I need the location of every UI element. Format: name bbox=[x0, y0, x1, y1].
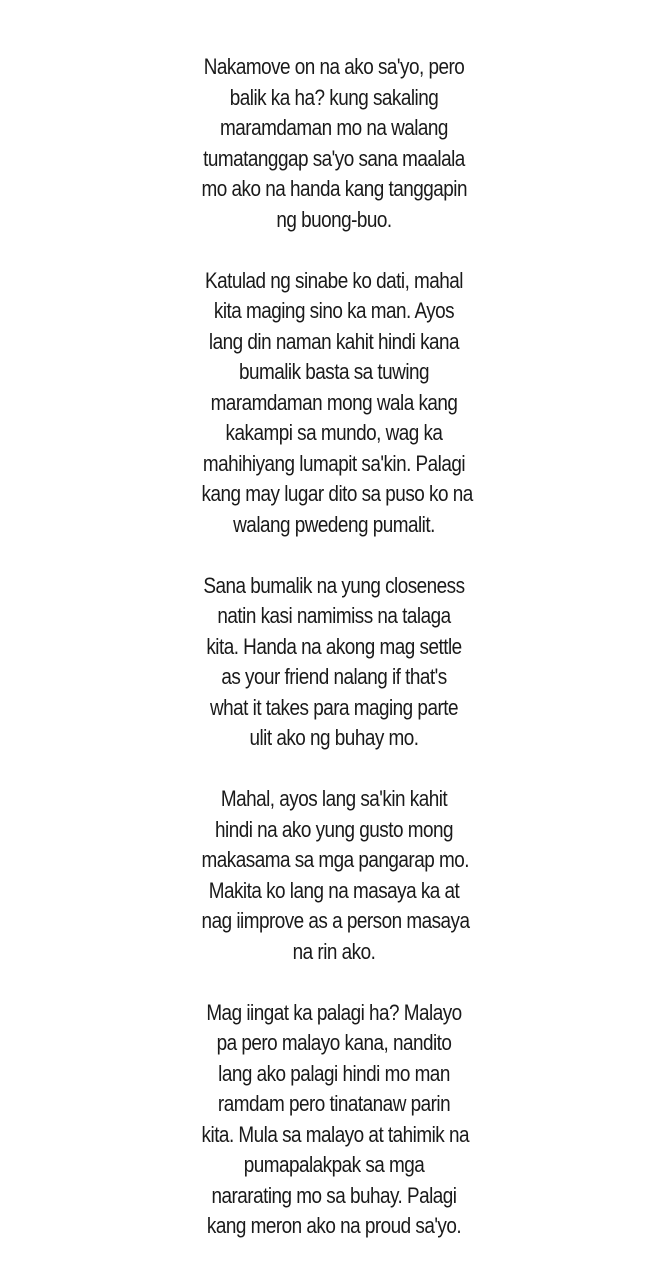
text-line: maramdaman mong wala kang bbox=[210, 389, 458, 415]
text-line: ulit ako ng buhay mo. bbox=[249, 725, 419, 750]
text-line: balik ka ha? kung sakaling bbox=[229, 84, 439, 110]
text-line: maramdaman mo na walang bbox=[220, 115, 448, 140]
text-line: pumapalakpak sa mga bbox=[243, 1152, 425, 1177]
text-line: nag iimprove as a person masaya bbox=[201, 908, 470, 933]
text-line: makasama sa mga pangarap mo. bbox=[201, 847, 469, 872]
text-line: Mag iingat ka palagi ha? Malayo bbox=[206, 999, 462, 1025]
text-line: kang may lugar dito sa puso ko na bbox=[201, 481, 473, 506]
text-line: pa pero malayo kana, nandito bbox=[216, 1030, 452, 1055]
paragraph-3 bbox=[202, 571, 467, 754]
text-line: nararating mo sa buhay. Palagi bbox=[211, 1182, 457, 1208]
text-line: na rin ako. bbox=[292, 938, 376, 964]
text-line: tumatanggap sa'yo sana maalala bbox=[203, 145, 465, 171]
note-text-block bbox=[201, 52, 473, 1242]
text-line: Katulad ng sinabe ko dati, mahal bbox=[204, 267, 463, 293]
text-line: what it takes para maging parte bbox=[209, 694, 458, 720]
paragraph-2 bbox=[201, 266, 473, 541]
paragraph-1 bbox=[202, 52, 467, 235]
text-line: Nakamove on na ako sa'yo, pero bbox=[203, 54, 465, 79]
paragraph-5 bbox=[202, 998, 467, 1242]
text-line: kita maging sino ka man. Ayos bbox=[213, 298, 455, 323]
text-line: mo ako na handa kang tanggapin bbox=[201, 176, 467, 201]
text-line: ramdam pero tinatanaw parin bbox=[217, 1091, 451, 1116]
text-line: mahihiyang lumapit sa'kin. Palagi bbox=[202, 450, 466, 476]
text-line: kang meron ako na proud sa'yo. bbox=[206, 1213, 462, 1238]
text-line: hindi na ako yung gusto mong bbox=[214, 816, 454, 842]
text-line: lang din naman kahit hindi kana bbox=[208, 328, 460, 354]
text-line: Sana bumalik na yung closeness bbox=[203, 572, 465, 598]
text-line: walang pwedeng pumalit. bbox=[233, 511, 435, 537]
text-line: Mahal, ayos lang sa'kin kahit bbox=[220, 786, 448, 811]
paragraph-4 bbox=[201, 784, 470, 967]
text-line: natin kasi namimiss na talaga bbox=[217, 603, 451, 628]
text-line: Makita ko lang na masaya ka at bbox=[208, 877, 460, 903]
text-line: kita. Handa na akong mag settle bbox=[206, 633, 462, 659]
text-line: bumalik basta sa tuwing bbox=[238, 359, 430, 384]
text-line: kita. Mula sa malayo at tahimik na bbox=[201, 1121, 469, 1147]
text-line: ng buong-buo. bbox=[276, 206, 392, 232]
text-line: kakampi sa mundo, wag ka bbox=[225, 420, 443, 445]
text-line: as your friend nalang if that's bbox=[221, 664, 447, 689]
text-line: lang ako palagi hindi mo man bbox=[218, 1060, 450, 1086]
